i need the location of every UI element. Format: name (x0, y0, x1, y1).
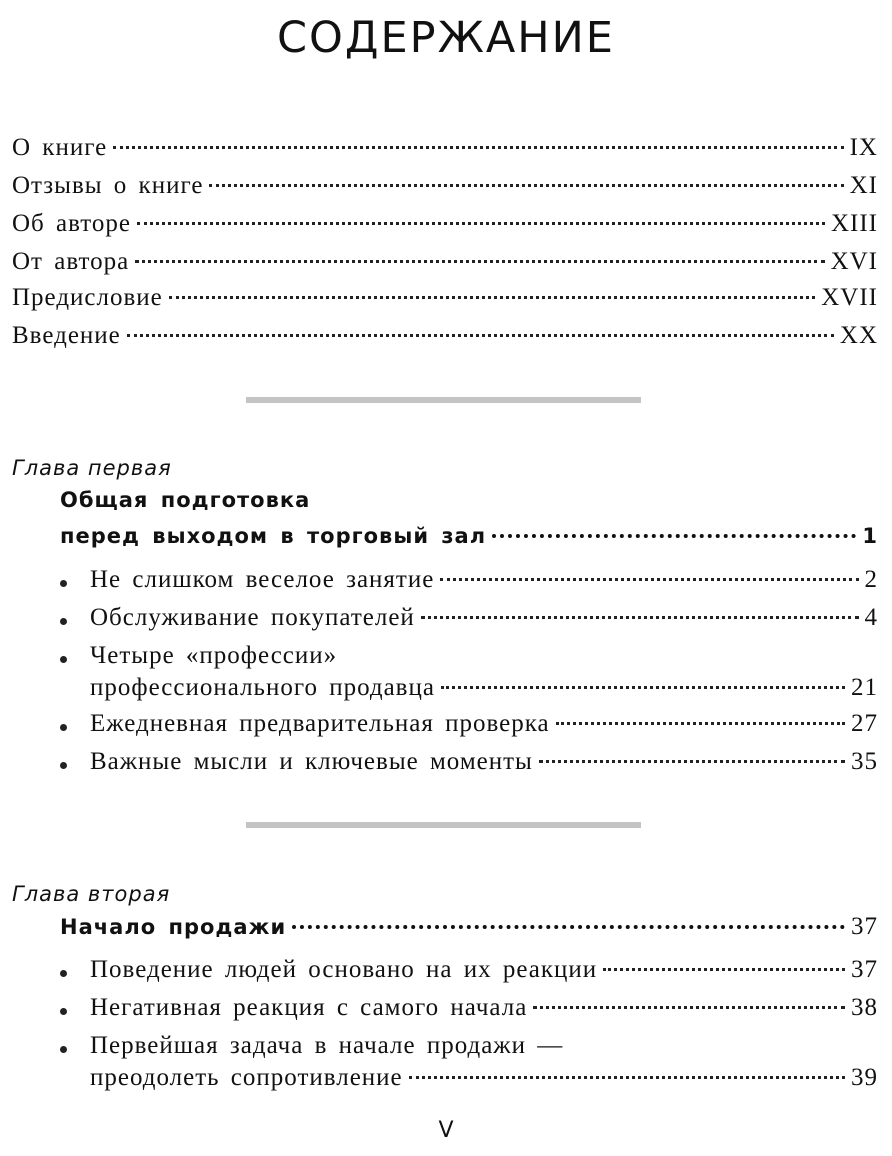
toc-entry-page: 21 (851, 674, 878, 701)
toc-entry-page: XVI (830, 248, 878, 275)
section-divider (246, 397, 641, 403)
toc-entry-page: IX (849, 134, 878, 161)
dot-leader (292, 925, 845, 929)
toc-entry-page: 2 (864, 566, 878, 593)
toc-entry-title-cont: профессионального продавца (90, 674, 435, 701)
toc-entry-title: Предисловие (12, 284, 163, 311)
dot-leader (539, 760, 845, 763)
bullet-icon (56, 652, 70, 666)
dot-leader (441, 686, 845, 689)
toc-entry-about-book[interactable] (12, 134, 878, 162)
toc-entry-page: 39 (851, 1064, 878, 1091)
toc-entry-title: От автора (12, 248, 130, 275)
toc-entry-from-author[interactable] (12, 248, 878, 276)
toc-entry-preface[interactable] (12, 284, 878, 312)
dot-leader (209, 184, 843, 187)
dot-leader (127, 334, 834, 337)
toc-entry-page: XIII (830, 210, 878, 237)
dot-leader (492, 534, 856, 538)
bullet-icon (56, 614, 70, 628)
dot-leader (113, 146, 843, 149)
toc-entry-about-author[interactable] (12, 210, 878, 238)
toc-entry-page: 27 (851, 710, 878, 737)
toc-entry-title: Поведение людей основано на их реакции (90, 956, 598, 983)
bullet-icon (56, 720, 70, 734)
section-divider (246, 822, 641, 828)
chapter-label: Глава вторая (12, 882, 171, 906)
chapter-label: Глава первая (12, 456, 172, 480)
toc-entry-page: 35 (851, 748, 878, 775)
dot-leader (135, 260, 824, 263)
toc-entry-title: Ежедневная предварительная проверка (90, 710, 550, 737)
chapter-heading: Общая подготовка (60, 488, 311, 512)
toc-entry-page: 37 (851, 956, 878, 983)
toc-entry-page: 37 (851, 913, 878, 940)
dot-leader (421, 616, 859, 619)
toc-entry-title: О книге (12, 134, 108, 161)
page-number: V (438, 1118, 454, 1143)
page-title: СОДЕРЖАНИЕ (277, 13, 615, 63)
toc-entry[interactable] (90, 1064, 878, 1092)
toc-entry-introduction[interactable] (12, 322, 878, 350)
toc-entry-title: Введение (12, 322, 121, 349)
toc-entry-title: Не слишком веселое занятие (90, 566, 435, 593)
toc-entry[interactable] (90, 956, 878, 984)
toc-entry-page: 38 (851, 994, 878, 1021)
dot-leader (137, 222, 825, 225)
toc-entry-page: XVII (821, 284, 878, 311)
toc-entry-title[interactable]: Четыре «профессии» (90, 642, 338, 669)
toc-entry-title: Отзывы о книге (12, 172, 204, 199)
toc-entry-reviews[interactable] (12, 172, 878, 200)
toc-entry[interactable] (90, 748, 878, 776)
toc-entry[interactable] (90, 674, 878, 702)
bullet-icon (56, 1004, 70, 1018)
dot-leader (440, 578, 858, 581)
toc-entry-title: Об авторе (12, 210, 131, 237)
toc-entry-page: XX (839, 322, 878, 349)
toc-entry[interactable] (90, 710, 878, 738)
bullet-icon (56, 1042, 70, 1056)
toc-entry-title: Важные мысли и ключевые моменты (90, 748, 533, 775)
toc-entry[interactable] (90, 994, 878, 1022)
toc-entry-page: 1 (862, 524, 878, 548)
toc-entry-page: 4 (864, 604, 878, 631)
toc-entry-title-cont: преодолеть сопротивление (90, 1064, 403, 1091)
toc-chapter-entry[interactable] (60, 524, 878, 548)
dot-leader (533, 1006, 845, 1009)
chapter-heading: Начало продажи (60, 915, 287, 939)
toc-entry-title[interactable]: Первейшая задача в начале продажи — (90, 1032, 564, 1059)
toc-entry[interactable] (90, 566, 878, 594)
toc-entry-title: Обслуживание покупателей (90, 604, 415, 631)
toc-entry-page: XI (849, 172, 878, 199)
dot-leader (556, 722, 845, 725)
chapter-heading-line: перед выходом в торговый зал (60, 524, 487, 548)
toc-entry-title: Негативная реакция с самого начала (90, 994, 528, 1021)
toc-chapter-entry[interactable] (60, 913, 878, 941)
dot-leader (409, 1076, 845, 1079)
dot-leader (169, 296, 815, 299)
bullet-icon (56, 758, 70, 772)
bullet-icon (56, 966, 70, 980)
bullet-icon (56, 576, 70, 590)
dot-leader (603, 968, 845, 971)
toc-entry[interactable] (90, 604, 878, 632)
